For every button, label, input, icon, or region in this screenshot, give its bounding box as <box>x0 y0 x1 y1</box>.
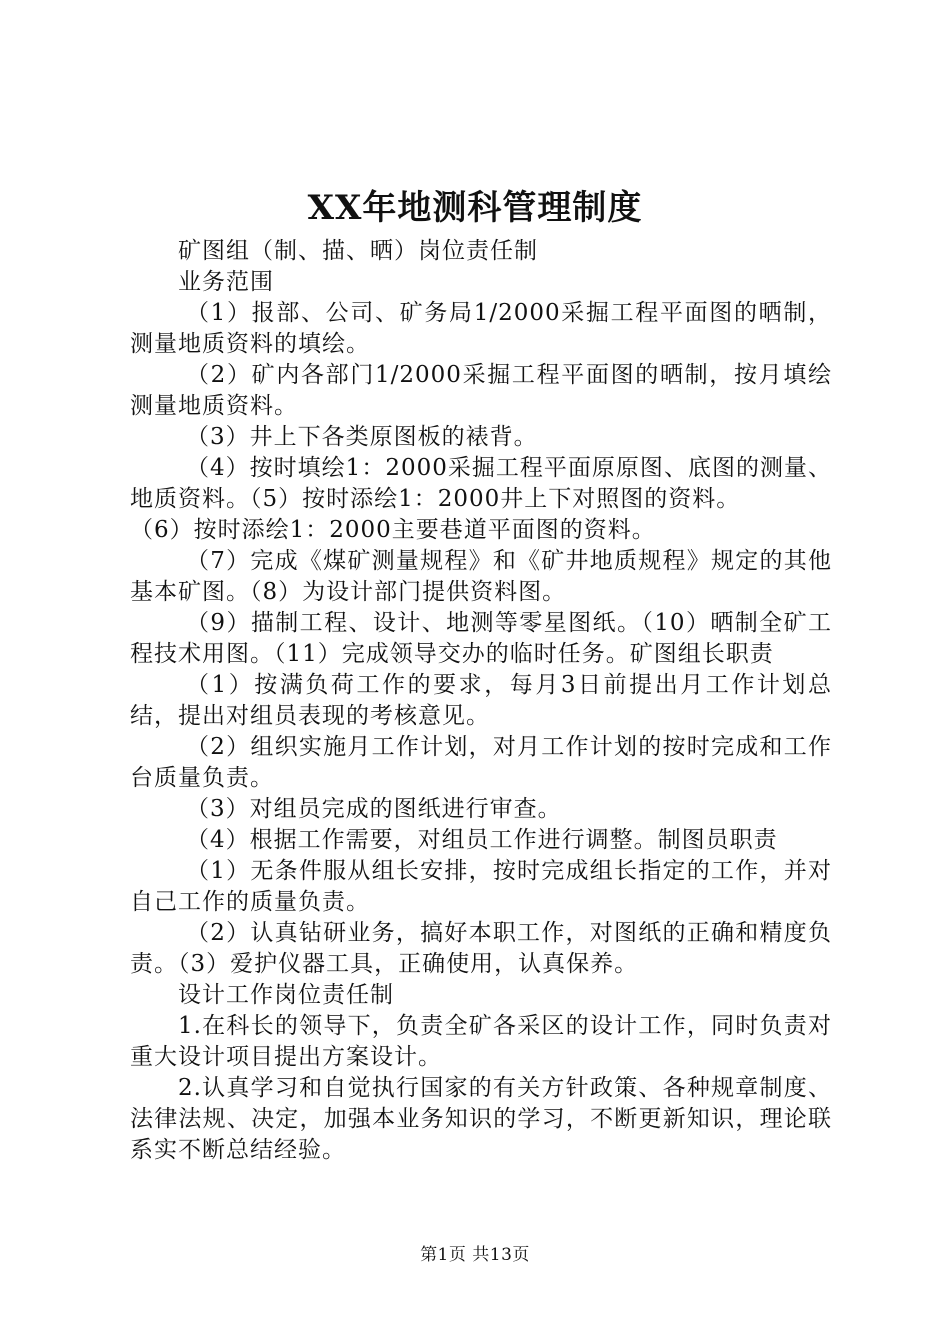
paragraph: （4）根据工作需要，对组员工作进行调整。制图员职责 <box>186 827 778 853</box>
paragraph: （2）矿内各部门1/2000采掘工程平面图的晒制，按月填绘测量地质资料。 <box>130 362 832 419</box>
page-footer: 第1页 共13页 <box>420 1245 530 1265</box>
section-heading: 设计工作岗位责任制 <box>178 982 394 1008</box>
document-title: XX年地测科管理制度 <box>307 188 643 228</box>
paragraph: （9）描制工程、设计、地测等零星图纸。（10）晒制全矿工程技术用图。（11）完成领导交办的临时任务。矿图组长职责 <box>130 610 832 667</box>
paragraph: （7）完成《煤矿测量规程》和《矿井地质规程》规定的其他基本矿图。（8）为设计部门提供资料图。 <box>130 548 832 605</box>
paragraph: （1）报部、公司、矿务局1/2000采掘工程平面图的晒制，测量地质资料的填绘。 <box>130 300 832 357</box>
subsection-heading: 业务范围 <box>178 269 274 295</box>
paragraph: （2）组织实施月工作计划，对月工作计划的按时完成和工作台质量负责。 <box>130 734 832 791</box>
paragraph: （6）按时添绘1：2000主要巷道平面图的资料。 <box>130 517 656 543</box>
paragraph: （4）按时填绘1：2000采掘工程平面原原图、底图的测量、地质资料。（5）按时添绘1：2000井上下对照图的资料。 <box>130 455 832 512</box>
paragraph: （1）按满负荷工作的要求，每月3日前提出月工作计划总结，提出对组员表现的考核意见。 <box>130 672 832 729</box>
paragraph: （3）井上下各类原图板的裱背。 <box>186 424 538 450</box>
paragraph: 2.认真学习和自觉执行国家的有关方针政策、各种规章制度、法律法规、决定，加强本业务知识的学习，不断更新知识，理论联系实不断总结经验。 <box>130 1075 832 1163</box>
paragraph: 1.在科长的领导下，负责全矿各采区的设计工作，同时负责对重大设计项目提出方案设计。 <box>130 1013 832 1070</box>
paragraph: （3）对组员完成的图纸进行审查。 <box>186 796 562 822</box>
document-body <box>130 236 832 1166</box>
paragraph: （1）无条件服从组长安排，按时完成组长指定的工作，并对自己工作的质量负责。 <box>130 858 832 915</box>
section-heading: 矿图组（制、描、晒）岗位责任制 <box>178 238 538 264</box>
paragraph: （2）认真钻研业务，搞好本职工作，对图纸的正确和精度负责。（3）爱护仪器工具，正确使用，认真保养。 <box>130 920 832 977</box>
